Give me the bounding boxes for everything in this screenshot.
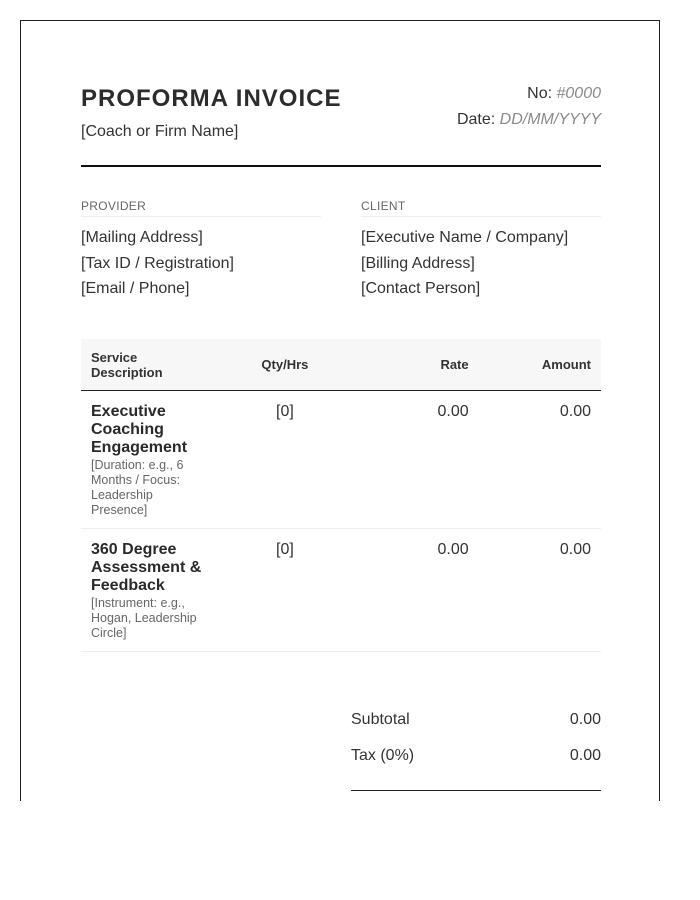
table-row <box>81 391 601 529</box>
table-header-row <box>81 339 601 391</box>
service-note: [Duration: e.g., 6 Months / Focus: Leadership Presence] <box>91 458 184 517</box>
client-label: CLIENT <box>361 199 601 217</box>
client-block <box>361 199 601 302</box>
row-amount: 0.00 <box>479 529 601 652</box>
totals-block <box>351 711 601 791</box>
row-rate: 0.00 <box>356 391 478 529</box>
client-billing-address: [Billing Address] <box>361 254 475 272</box>
invoice-number-value: #0000 <box>556 85 601 102</box>
invoice-sheet <box>20 20 660 801</box>
invoice-date-label: Date: <box>456 111 496 128</box>
subtotal-label: Subtotal <box>351 711 410 728</box>
service-name: 360 Degree Assessment & Feedback <box>91 541 202 594</box>
header-amount: Amount <box>479 339 601 391</box>
header-description: Service Description <box>81 339 214 391</box>
invoice-number-row <box>457 85 601 111</box>
invoice-date-value: DD/MM/YYYY <box>499 111 601 128</box>
table-row <box>81 529 601 652</box>
subtotal-value: 0.00 <box>569 711 601 728</box>
row-qty: [0] <box>214 529 357 652</box>
tax-value: 0.00 <box>569 747 601 764</box>
tax-label: Tax (0%) <box>351 747 415 764</box>
provider-tax-id: [Tax ID / Registration] <box>81 254 234 272</box>
line-items-table <box>81 339 601 652</box>
provider-address: [Mailing Address] <box>81 229 203 246</box>
provider-block <box>81 199 321 302</box>
row-description <box>81 391 214 529</box>
invoice-number-label: No: <box>527 85 553 102</box>
provider-contact: [Email / Phone] <box>81 280 190 297</box>
service-name: Executive Coaching Engagement <box>91 403 188 456</box>
client-contact-person: [Contact Person] <box>361 280 481 297</box>
header-qty: Qty/Hrs <box>214 339 357 391</box>
firm-name: [Coach or Firm Name] <box>81 123 239 140</box>
service-note: [Instrument: e.g., Hogan, Leadership Circle] <box>91 596 197 640</box>
row-amount: 0.00 <box>479 391 601 529</box>
row-description <box>81 529 214 652</box>
invoice-meta <box>457 85 601 137</box>
subtotal-row <box>351 711 601 747</box>
client-name: [Executive Name / Company] <box>361 229 569 246</box>
invoice-title: PROFORMA INVOICE <box>81 85 342 112</box>
tax-row <box>351 747 601 783</box>
row-qty: [0] <box>214 391 357 529</box>
provider-label: PROVIDER <box>81 199 321 217</box>
row-rate: 0.00 <box>356 529 478 652</box>
header-divider <box>81 165 601 167</box>
invoice-date-row <box>457 111 601 137</box>
header-rate: Rate <box>356 339 478 391</box>
totals-divider <box>351 790 601 791</box>
